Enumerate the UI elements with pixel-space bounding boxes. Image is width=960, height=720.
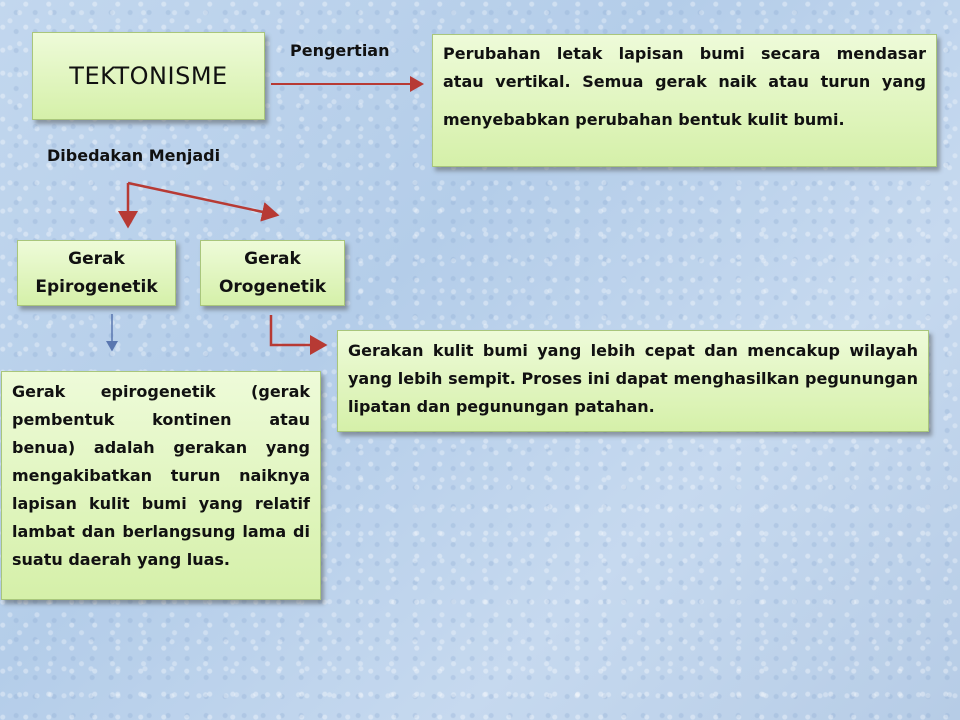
label-pengertian: Pengertian (290, 41, 390, 60)
epirogenetik-title-line-2: Epirogenetik (35, 277, 158, 297)
arrow-orogenetik-to-description (271, 315, 325, 345)
definition-box (432, 34, 937, 167)
orogenetik-description-box (337, 330, 929, 432)
arrow-branch-orogenetik (128, 183, 277, 215)
label-dibedakan-menjadi: Dibedakan Menjadi (47, 146, 221, 165)
definition-line-1: Perubahan letak lapisan bumi secara mendasar (443, 44, 926, 63)
epirogenetik-description-box (1, 371, 321, 600)
epirogenetik-description: Gerak epirogenetik (gerak pembentuk kontinen atau benua) adalah gerakan yang mengakibatkan turun naiknya lapisan kulit bumi yang relatif lambat dan berlangsung lama di suatu daerah yang luas. (12, 382, 310, 569)
epirogenetik-box (17, 240, 176, 306)
definition-line-3: menyebabkan perubahan bentuk kulit bumi. (443, 110, 845, 129)
diagram-title: TEKTONISME (69, 62, 228, 90)
orogenetik-description: Gerakan kulit bumi yang lebih cepat dan mencakup wilayah yang lebih sempit. Proses ini dapat menghasilkan pegunungan lipatan dan pegunungan patahan. (348, 341, 918, 416)
epirogenetik-title-line-1: Gerak (68, 249, 125, 269)
definition-line-2: atau vertikal. Semua gerak naik atau turun yang (443, 72, 926, 91)
orogenetik-title-line-1: Gerak (244, 249, 301, 269)
title-box (32, 32, 265, 120)
orogenetik-box (200, 240, 345, 306)
orogenetik-title-line-2: Orogenetik (218, 277, 327, 297)
